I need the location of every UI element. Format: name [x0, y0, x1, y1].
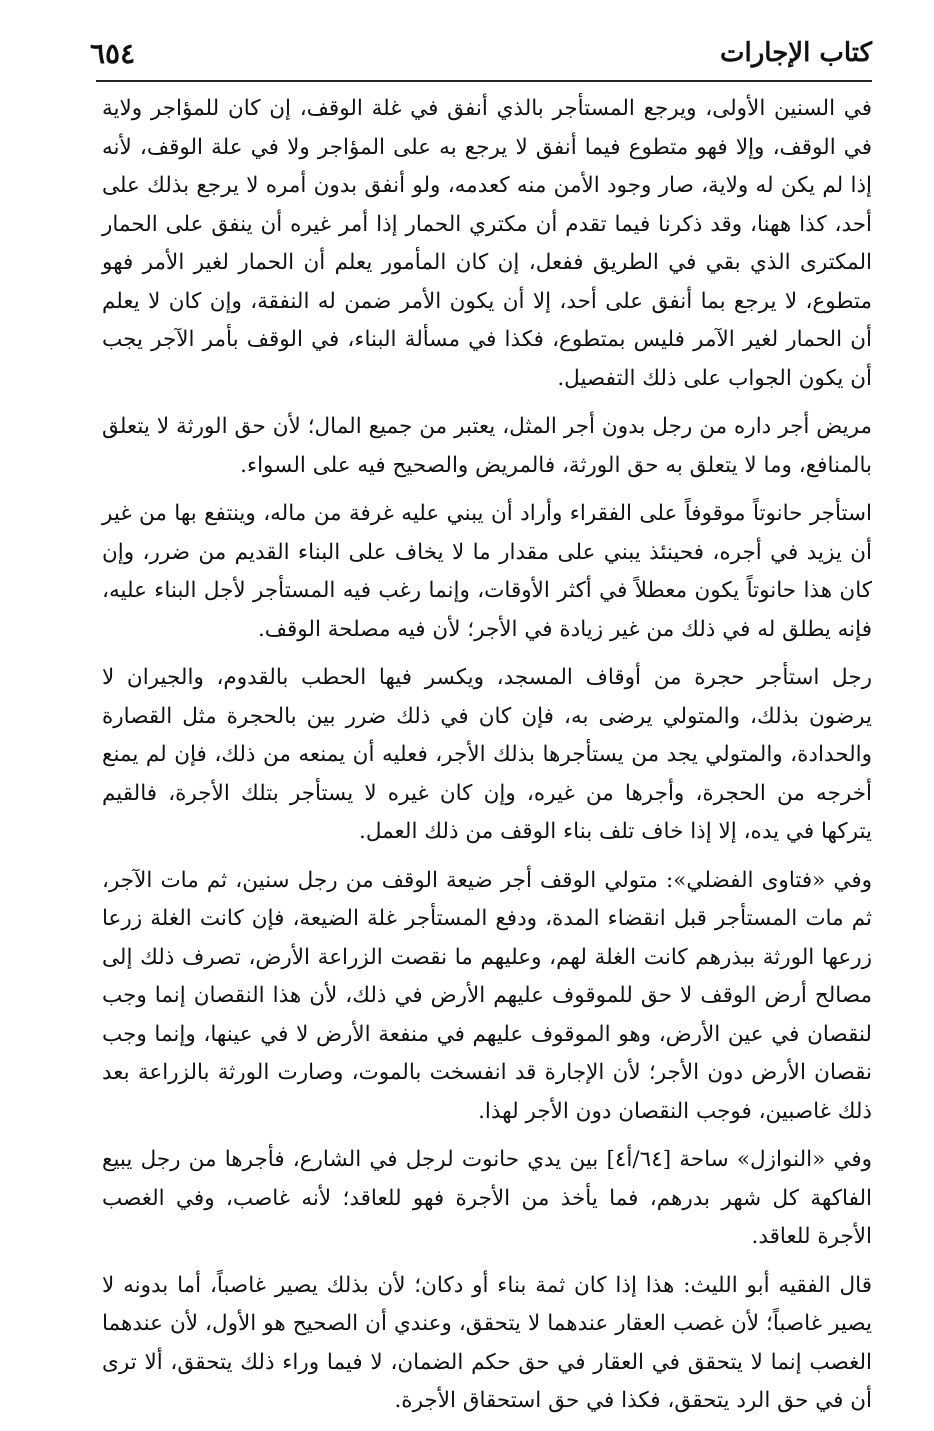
header-rule [96, 80, 872, 82]
book-title: كتاب الإجارات [720, 38, 872, 68]
paragraph: مريض أجر داره من رجل بدون أجر المثل، يعتبر من جميع المال؛ لأن حق الورثة لا يتعلق بالمنافع، وما لا يتعلق به حق الورثة، فالمريض والصحيح فيه على السواء. [102, 414, 872, 478]
paragraph: رجل استأجر حجرة من أوقاف المسجد، ويكسر فيها الحطب بالقدوم، والجيران لا يرضون بذلك، والمتولي يرضى به، فإن كان في ذلك ضرر بين بالحجرة مثل القصارة والحدادة، والمتولي يجد من يستأجرها بذلك الأجر، فعليه أن يمنعه من ذلك، فإن لم يمنع أخرجه من الحجرة، وأجرها من غيره، وإن كان غيره لا يستأجر بتلك الأجرة، فالقيم يتركها في يده، إلا إذا خاف تلف بناء الوقف من ذلك العمل. [102, 665, 872, 844]
page-number: ٦٥٤ [90, 36, 136, 70]
paragraph: وفي «النوازل» ساحة [٦٤/أ٤] بين يدي حانوت لرجل في الشارع، فأجرها من رجل يبيع الفاكهة كل شهر بدرهم، فما يأخذ من الأجرة فهو للعاقد؛ لأنه غاصب، وفي الغصب الأجرة للعاقد. [102, 1147, 872, 1249]
paragraph: وفي «فتاوى الفضلي»: متولي الوقف أجر ضيعة الوقف من رجل سنين، ثم مات الآجر، ثم مات المستأجر قبل انقضاء المدة، ودفع المستأجر غلة الضيعة، فإن كانت الغلة زرعا زرعها الورثة ببذرهم كانت الغلة لهم، وعليهم ما نقصت الزراعة الأرض، تصرف ذلك إلى مصالح أرض الوقف لا حق للموقوف عليهم الأرض في ذلك، لأن هذا النقصان إنما وجب لنقصان في عين الأرض، وهو الموقوف عليهم في منفعة الأرض لا في عينها، وإنما وجب نقصان الأرض دون الأجر؛ لأن الإجارة قد انفسخت بالموت، وصارت الورثة بالزراعة بعد ذلك غاصبين، فوجب النقصان دون الأجر لهذا. [102, 867, 872, 1124]
paragraph: قال الفقيه أبو الليث: هذا إذا كان ثمة بناء أو دكان؛ لأن بذلك يصير غاصباً، أما بدونه لا يصير غاصباً؛ لأن غصب العقار عندهما لا يتحقق، وعندي أن الصحيح هو الأول، لأن عندهما الغصب إنما لا يتحقق في العقار في حق حكم الضمان، لا فيما وراء ذلك يتحقق، ألا ترى أن في حق الرد يتحقق، فكذا في حق استحقاق الأجرة. [102, 1272, 872, 1413]
paragraph: استأجر حانوتاً موقوفاً على الفقراء وأراد أن يبني عليه غرفة من ماله، وينتفع بها من غير أن يزيد في أجره، فحينئذ يبني على مقدار ما لا يخاف على البناء القديم من ضرر، وإن كان هذا حانوتاً يكون معطلاً في أكثر الأوقات، وإنما رغب فيه المستأجر لأجل البناء عليه، فإنه يطلق له في ذلك من غير زيادة في الأجر؛ لأن فيه مصلحة الوقف. [102, 501, 872, 642]
page-body [102, 90, 872, 1431]
running-header [90, 30, 872, 76]
paragraph: في السنين الأولى، ويرجع المستأجر بالذي أنفق في غلة الوقف، إن كان للمؤاجر ولاية في الوقف، وإلا فهو متطوع فيما أنفق لا يرجع به على المؤاجر ولا في علة الوقف، لأنه إذا لم يكن له ولاية، صار وجود الأمن منه كعدمه، ولو أنفق بدون أمره لا يرجع بذلك على أحد، كذا ههنا، وقد ذكرنا فيما تقدم أن مكتري الحمار إذا أمر غيره أن ينفق على الحمار المكترى الذي بقي في الطريق ففعل، إن كان المأمور يعلم أن الحمار لغير الأمر فهو متطوع، لا يرجع بما أنفق على أحد، إلا أن يكون الأمر ضمن له النفقة، وإن كان لا يعلم أن الحمار لغير الآمر فليس بمتطوع، فكذا في مسألة البناء، في الوقف بأمر الآجر يجب أن يكون الجواب على ذلك التفصيل. [102, 96, 872, 391]
